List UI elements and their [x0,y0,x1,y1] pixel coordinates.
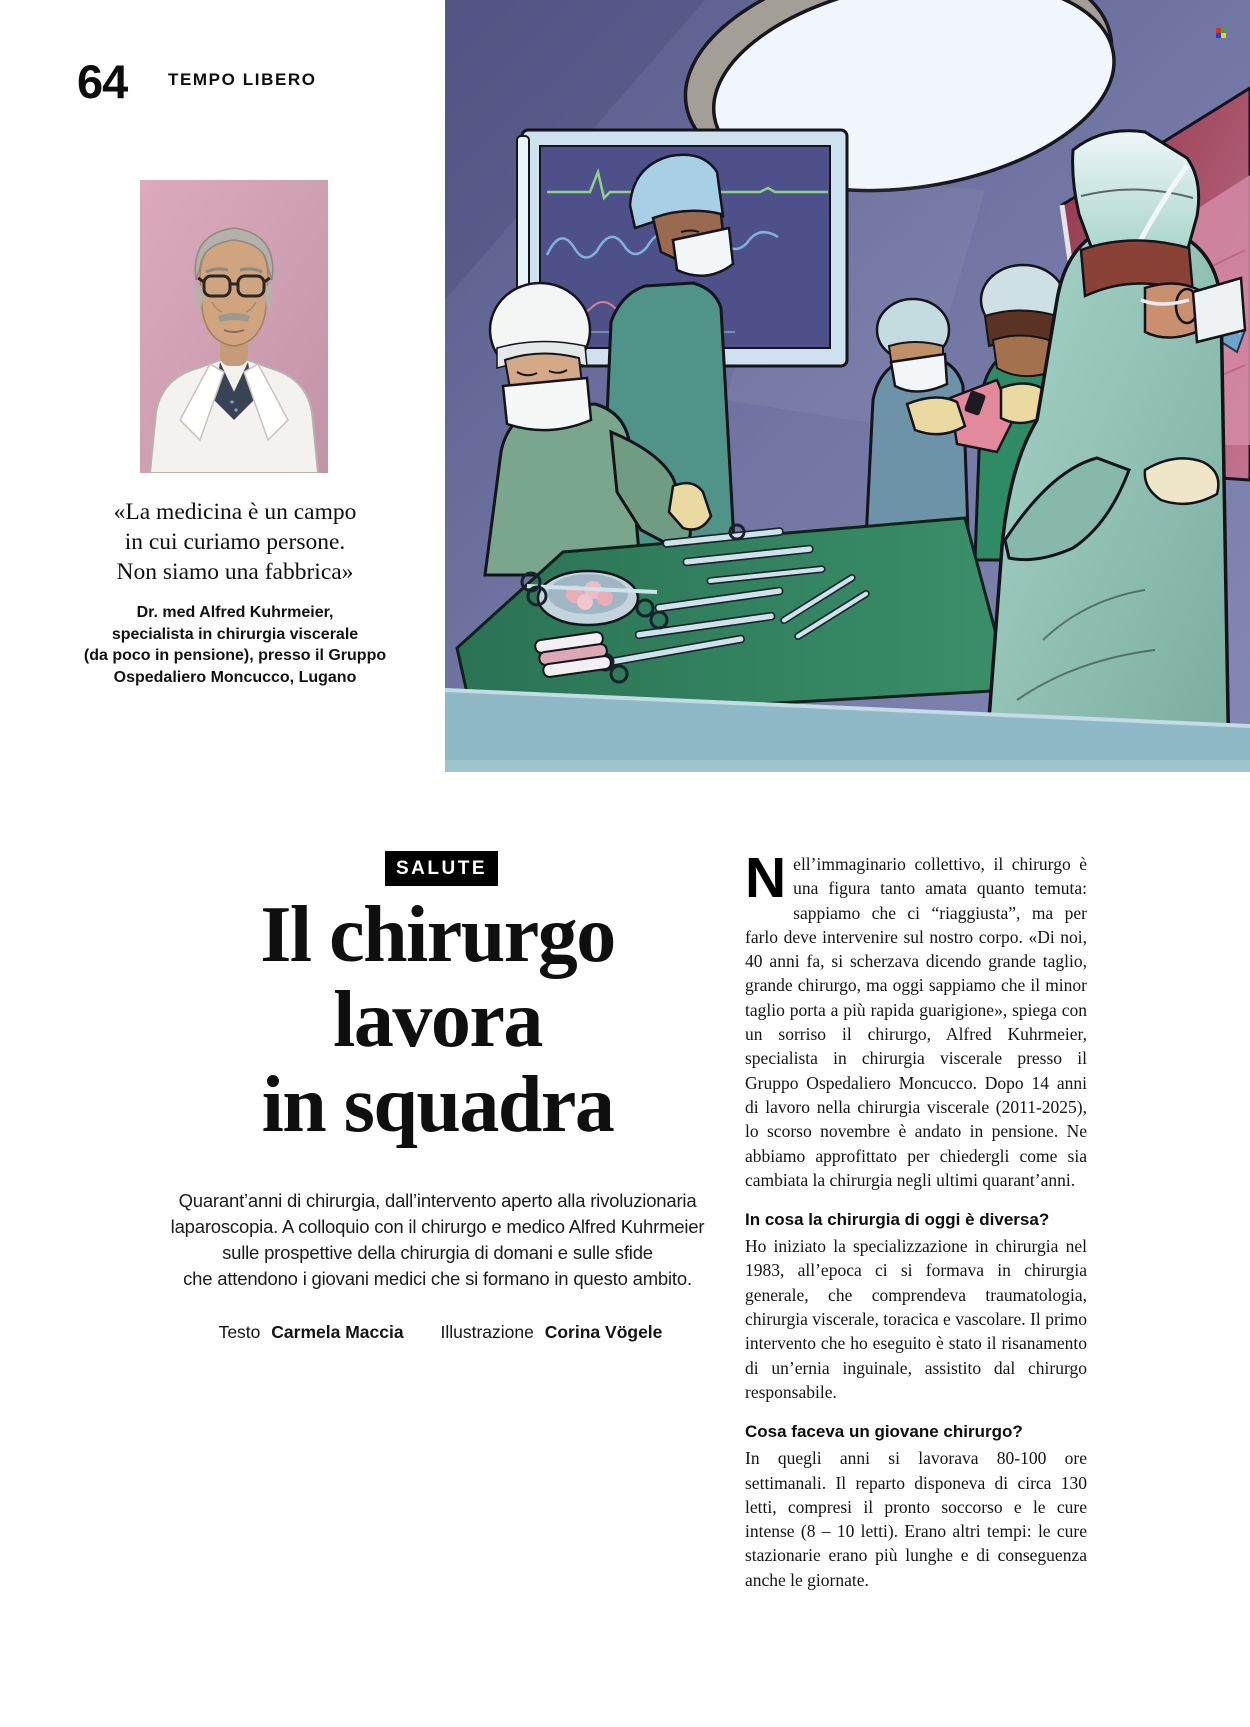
pull-quote [60,497,410,587]
body-paragraph-2: Ho iniziato la specializzazione in chirurgia nel 1983, all’epoca ci si formava in chirurgia generale, che comprendeva traumatologia, chirurgia viscerale, toracica e vascolare. Il primo intervento che ho eseguito è stato il risanamento di un’ernia inguinale, assistito dal chirurgo responsabile. [745,1236,1087,1402]
headline [95,893,780,1148]
standfirst-line: laparoscopia. A colloquio con il chirurgo e medico Alfred Kuhrmeier [170,1216,705,1237]
article-body [745,846,1087,1592]
quote-line: «La medicina è un campo [113,499,357,525]
standfirst-line: che attendono i giovani medici che si formano in questo ambito. [183,1268,692,1289]
byline-illustration-label: Illustrazione [440,1322,534,1342]
byline-illustrator: Corina Vögele [544,1322,663,1342]
body-paragraph-3: In quegli anni si lavorava 80-100 ore settimanali. Il reparto disponeva di circa 130 letti, compresi il pronto soccorso e le cure intense (8 – 10 letti). Erano altri tempi: le cure stazionarie erano più lunghe e di conseguenza anche le giornate. [745,1448,1087,1590]
registration-mark [1216,28,1226,38]
body-paragraph-1-text: ell’immaginario collettivo, il chirurgo è una figura tanto amata quanto temuta: sappiamo che ci “riaggiusta”, ma per farlo deve intervenire sul nostro corpo. «Di noi, 40 anni fa, si scherzava dicendo grande taglio, grande chirurgo, ma oggi sappiamo che il minor taglio porta a più rapida guarigione», spiega con un sorriso il chirurgo, Alfred Kuhrmeier, specialista in chirurgia viscerale presso il Gruppo Ospedaliero Moncucco. Dopo 14 anni di lavoro nella chirurgia viscerale (2011-2025), lo scorso novembre è andato in pensione. Ne abbiamo approfittato per chiedergli come sia cambiata la chirurgia negli ultimi quarant’anni. [745,854,1087,1190]
headline-line: Il chirurgo [260,891,615,979]
standfirst-line: sulle prospettive della chirurgia di domani e sulle sfide [222,1242,653,1263]
headline-line: lavora [333,976,542,1064]
kicker-badge: SALUTE [385,851,498,886]
attribution-line: Dr. med Alfred Kuhrmeier, [136,604,334,621]
sponge-stack [534,631,611,677]
portrait-photo [140,180,328,473]
attribution-line: specialista in chirurgia viscerale [111,625,359,643]
byline [95,1322,780,1343]
section-label: TEMPO LIBERO [168,70,317,89]
page-number: 64 [77,55,128,108]
byline-author: Carmela Maccia [271,1322,404,1342]
operating-room-scene [445,0,1250,772]
standfirst [95,1188,780,1292]
portrait-of-doctor [140,180,328,473]
standfirst-line: Quarant’anni di chirurgia, dall’intervento aperto alla rivoluzionaria [178,1190,697,1211]
gloved-hands [1145,458,1219,503]
drop-cap: N [745,846,787,910]
question-heading-1: In cosa la chirurgia di oggi è diversa? [745,1210,1050,1230]
attribution-line: Ospedaliero Moncucco, Lugano [113,668,357,686]
attribution-line: (da poco in pensione), presso il Gruppo [83,647,387,664]
byline-text-label: Testo [218,1322,261,1342]
headline-line: in squadra [261,1061,614,1149]
body-paragraph-1 [745,846,1087,1192]
quote-line: Non siamo una fabbrica» [116,559,354,585]
quote-attribution [60,602,410,688]
face [200,238,268,346]
operating-room-illustration [445,0,1250,772]
quote-line: in cui curiamo persone. [124,529,346,555]
question-heading-2: Cosa faceva un giovane chirurgo? [745,1422,1023,1442]
